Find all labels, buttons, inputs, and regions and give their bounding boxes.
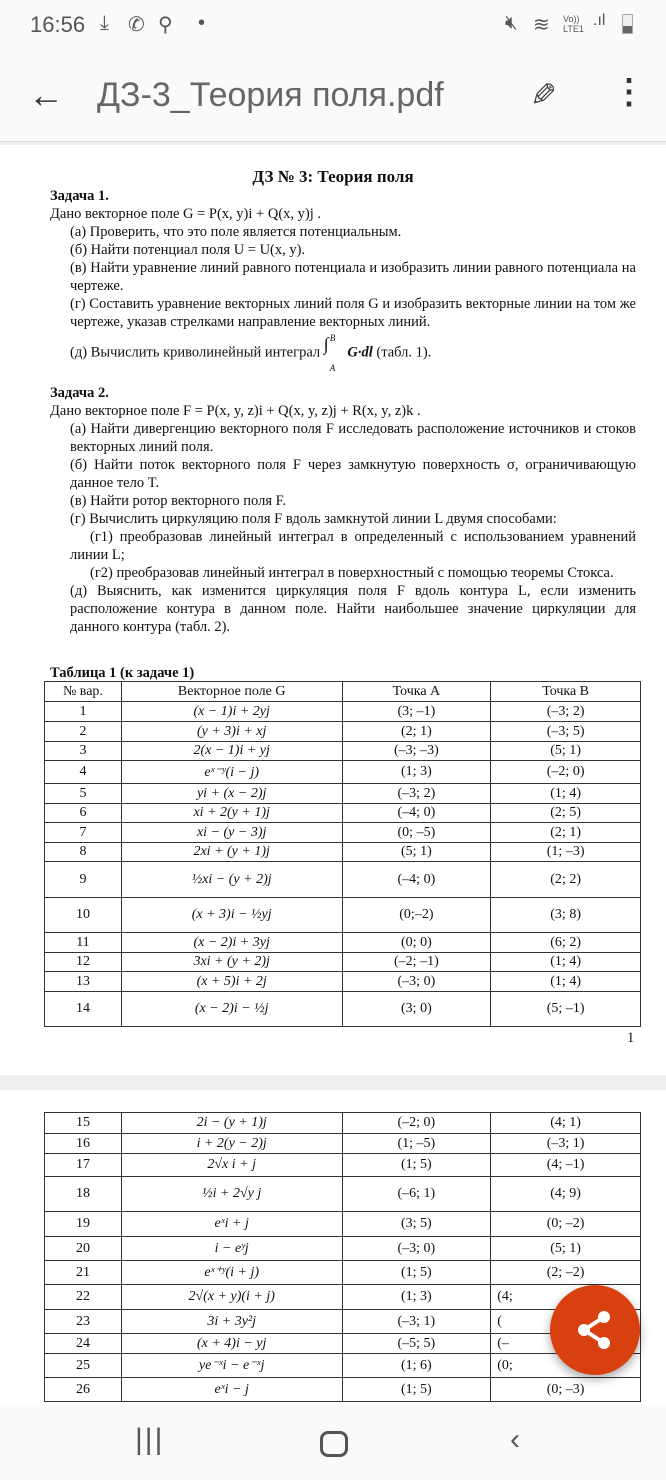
vector-field: eˣi + j [121, 1212, 342, 1237]
vector-field: (x − 2)i + 3yj [121, 933, 342, 953]
point-b: (–3; 1) [491, 1134, 641, 1154]
variant-number: 14 [45, 992, 122, 1027]
variant-number: 15 [45, 1113, 122, 1134]
point-b: (5; –1) [491, 992, 641, 1027]
table-row [45, 1177, 641, 1212]
point-a: (0;–2) [342, 898, 491, 933]
header-variant: № вар. [45, 682, 122, 702]
variant-number: 22 [45, 1285, 122, 1310]
share-icon [550, 1285, 640, 1375]
point-b: (1; 4) [491, 784, 641, 804]
point-b: (0; –3) [491, 1378, 641, 1402]
vector-field: eˣ⁻ʸ(i − j) [121, 761, 342, 784]
variant-number: 9 [45, 862, 122, 898]
variant-number: 1 [45, 702, 122, 722]
back-icon[interactable]: ‹ [510, 1423, 520, 1456]
vector-field: ye⁻ˣi − e⁻ˣj [121, 1354, 342, 1378]
header-point-a: Точка A [342, 682, 491, 702]
point-a: (3; 5) [342, 1212, 491, 1237]
table-row [45, 953, 641, 972]
table-header-row [45, 682, 641, 702]
table-row [45, 742, 641, 761]
variant-number: 17 [45, 1154, 122, 1177]
document-title: ДЗ-3_Теория поля.pdf [97, 76, 444, 114]
vector-field: 2i − (y + 1)j [121, 1113, 342, 1134]
variant-number: 19 [45, 1212, 122, 1237]
point-a: (–4; 0) [342, 862, 491, 898]
variant-number: 26 [45, 1378, 122, 1402]
task-1-item: (в) Найти уравнение линий равного потенциала и изобразить линии равного потенциала на чертеже. [70, 260, 636, 294]
header-field: Векторное поле G [121, 682, 342, 702]
point-b: (2; –2) [491, 1261, 641, 1285]
task-2-item: (а) Найти дивергенцию векторного поля F исследовать расположение источников и стоков векторных линий поля. [70, 421, 636, 455]
point-a: (–3; 0) [342, 1237, 491, 1261]
vector-field: 3i + 3y²j [121, 1310, 342, 1334]
task-2-item: (б) Найти поток векторного поля F через замкнутую поверхность σ, ограничивающую данное тело T. [70, 457, 636, 491]
point-b: (0; –2) [491, 1212, 641, 1237]
table-row [45, 898, 641, 933]
back-arrow-icon[interactable]: ← [28, 74, 64, 115]
integral-sign: ∫ B A [324, 335, 344, 371]
table-row [45, 1237, 641, 1261]
variant-number: 6 [45, 804, 122, 823]
table-row [45, 761, 641, 784]
table-row [45, 784, 641, 804]
point-a: (–2; 0) [342, 1113, 491, 1134]
home-icon[interactable] [320, 1431, 348, 1457]
variant-number: 11 [45, 933, 122, 953]
dot-icon: • [198, 12, 206, 34]
vector-field: 2(x − 1)i + yj [121, 742, 342, 761]
task-2 [50, 384, 636, 636]
integral-upper: B [329, 333, 336, 343]
variant-number: 23 [45, 1310, 122, 1334]
point-a: (1; –5) [342, 1134, 491, 1154]
point-a: (5; 1) [342, 843, 491, 862]
variant-number: 25 [45, 1354, 122, 1378]
table-row [45, 1134, 641, 1154]
variant-number: 2 [45, 722, 122, 742]
point-a: (–6; 1) [342, 1177, 491, 1212]
variant-number: 10 [45, 898, 122, 933]
point-b: (4; 9) [491, 1177, 641, 1212]
task-1-heading: Задача 1. [50, 188, 109, 204]
page-number: 1 [627, 1030, 635, 1046]
point-a: (3; –1) [342, 702, 491, 722]
variant-number: 5 [45, 784, 122, 804]
variant-number: 7 [45, 823, 122, 843]
task-2-item: (д) Выяснить, как изменится циркуляция поля F вдоль контура L, если изменить расположение контура в данном поле. Найти наибольшее значение циркуляции для данного контура (табл. 2). [70, 583, 636, 635]
vector-field: yi + (x − 2)j [121, 784, 342, 804]
vector-field: xi − (y − 3)j [121, 823, 342, 843]
vector-field: ½xi − (y + 2)j [121, 862, 342, 898]
vector-field: 3xi + (y + 2)j [121, 953, 342, 972]
variant-number: 4 [45, 761, 122, 784]
vector-field: i − eʸj [121, 1237, 342, 1261]
app-bar [0, 52, 666, 142]
task-1-item: (б) Найти потенциал поля U = U(x, y). [70, 242, 306, 258]
table-row [45, 1154, 641, 1177]
point-b: (–3; 5) [491, 722, 641, 742]
point-a: (–3; 1) [342, 1310, 491, 1334]
doc-title: ДЗ № 3: Теория поля [252, 167, 414, 186]
variant-number: 16 [45, 1134, 122, 1154]
point-b: (1; –3) [491, 843, 641, 862]
point-b: (4; –1) [491, 1154, 641, 1177]
variant-number: 13 [45, 972, 122, 992]
battery-icon [622, 14, 633, 34]
vector-field: (x − 2)i − ½j [121, 992, 342, 1027]
table-row [45, 1113, 641, 1134]
signal-icon: .ıl [593, 12, 606, 29]
point-b: (1; 4) [491, 972, 641, 992]
point-b: (5; 1) [491, 1237, 641, 1261]
point-a: (1; 5) [342, 1261, 491, 1285]
vector-field: (y + 3)i + xj [121, 722, 342, 742]
table-row [45, 1261, 641, 1285]
point-b: (–2; 0) [491, 761, 641, 784]
item-d-suffix: (табл. 1). [376, 344, 432, 361]
table-caption: Таблица 1 (к задаче 1) [50, 665, 195, 681]
task-1-item: (г) Составить уравнение векторных линий поля G и изобразить векторные линии на том же чертеже, указав стрелками направление векторных линий. [70, 296, 636, 330]
vector-field: 2√(x + y)(i + j) [121, 1285, 342, 1310]
table-row [45, 992, 641, 1027]
point-b: (0; [491, 1354, 641, 1378]
task-2-item: (в) Найти ротор векторного поля F. [70, 493, 287, 509]
task-2-item: (г2) преобразовав линейный интеграл в поверхностный с помощью теоремы Стокса. [90, 565, 614, 581]
point-b: (1; 4) [491, 953, 641, 972]
point-b: (3; 8) [491, 898, 641, 933]
variant-number: 20 [45, 1237, 122, 1261]
point-b: (– [491, 1334, 641, 1354]
download-icon: ⤓ [100, 12, 109, 34]
point-a: (3; 0) [342, 992, 491, 1027]
table-row [45, 702, 641, 722]
volte-icon: Vo)) LTE1 [563, 14, 584, 34]
table-row [45, 823, 641, 843]
point-a: (2; 1) [342, 722, 491, 742]
point-a: (–5; 5) [342, 1334, 491, 1354]
variant-number: 21 [45, 1261, 122, 1285]
point-b: (2; 1) [491, 823, 641, 843]
variant-number: 3 [45, 742, 122, 761]
vector-field: ½i + 2√y j [121, 1177, 342, 1212]
point-b: (5; 1) [491, 742, 641, 761]
header-point-b: Точка B [491, 682, 641, 702]
point-b: (4; [491, 1285, 641, 1310]
search-icon: ⚲ [158, 14, 173, 36]
wifi-icon: ≋ [533, 14, 550, 36]
integral-body: G·dl [347, 344, 373, 361]
vector-field: eˣi − j [121, 1378, 342, 1402]
point-a: (–3; 0) [342, 972, 491, 992]
vector-field: xi + 2(y + 1)j [121, 804, 342, 823]
table-row [45, 843, 641, 862]
point-a: (0; 0) [342, 933, 491, 953]
variant-number: 18 [45, 1177, 122, 1212]
variant-number: 24 [45, 1334, 122, 1354]
point-a: (1; 6) [342, 1354, 491, 1378]
vector-field: (x − 1)i + 2yj [121, 702, 342, 722]
navigation-bar [0, 1405, 666, 1480]
table-row [45, 804, 641, 823]
table-row [45, 722, 641, 742]
table-row [45, 1212, 641, 1237]
vector-field: (x + 5)i + 2j [121, 972, 342, 992]
point-a: (1; 3) [342, 1285, 491, 1310]
clock: 16:56 [30, 12, 86, 37]
integral-lower: A [329, 363, 336, 373]
point-b: (–3; 2) [491, 702, 641, 722]
point-b: (6; 2) [491, 933, 641, 953]
vector-field: (x + 4)i − yj [121, 1334, 342, 1354]
item-d-text: (д) Вычислить криволинейный интеграл [70, 344, 321, 361]
task-2-item: (г) Вычислить циркуляцию поля F вдоль замкнутой линии L двумя способами: [70, 511, 557, 527]
task-1-item: (а) Проверить, что это поле является потенциальным. [70, 224, 402, 240]
vector-field: (x + 3)i − ½yj [121, 898, 342, 933]
point-a: (–3; 2) [342, 784, 491, 804]
table-row [45, 862, 641, 898]
variants-table-1 [44, 681, 641, 1027]
table-row [45, 972, 641, 992]
point-a: (1; 5) [342, 1378, 491, 1402]
vector-field: 2√x i + j [121, 1154, 342, 1177]
table-row [45, 1378, 641, 1402]
vector-field: i + 2(y − 2)j [121, 1134, 342, 1154]
task-2-item: (г1) преобразовав линейный интеграл в определенный с использованием уравнений линии L; [70, 529, 636, 563]
task-1-intro: Дано векторное поле G = P(x, y)i + Q(x, y)j . [50, 206, 322, 222]
table-row [45, 933, 641, 953]
task-2-heading: Задача 2. [50, 385, 109, 401]
pencil-edit-icon[interactable]: ✎ [530, 77, 557, 113]
share-button[interactable] [550, 1285, 640, 1375]
point-b: ( [491, 1310, 641, 1334]
vector-field: eˣ⁺ʸ(i + j) [121, 1261, 342, 1285]
point-a: (1; 3) [342, 761, 491, 784]
mute-icon: 🔇︎ [505, 12, 518, 34]
point-b: (2; 5) [491, 804, 641, 823]
point-a: (–3; –3) [342, 742, 491, 761]
point-b: (4; 1) [491, 1113, 641, 1134]
variant-number: 12 [45, 953, 122, 972]
recents-icon[interactable]: ||| [135, 1423, 165, 1456]
task-1-item-d [50, 335, 636, 371]
point-a: (–4; 0) [342, 804, 491, 823]
task-2-intro: Дано векторное поле F = P(x, y, z)i + Q(x, y, z)j + R(x, y, z)k . [50, 403, 421, 419]
task-1 [50, 187, 636, 371]
vector-field: 2xi + (y + 1)j [121, 843, 342, 862]
more-options-icon[interactable]: ⋮ [612, 73, 646, 111]
whatsapp-icon: ✆ [128, 14, 145, 36]
point-a: (–2; –1) [342, 953, 491, 972]
status-bar [0, 0, 666, 52]
variant-number: 8 [45, 843, 122, 862]
point-a: (1; 5) [342, 1154, 491, 1177]
point-b: (2; 2) [491, 862, 641, 898]
point-a: (0; –5) [342, 823, 491, 843]
